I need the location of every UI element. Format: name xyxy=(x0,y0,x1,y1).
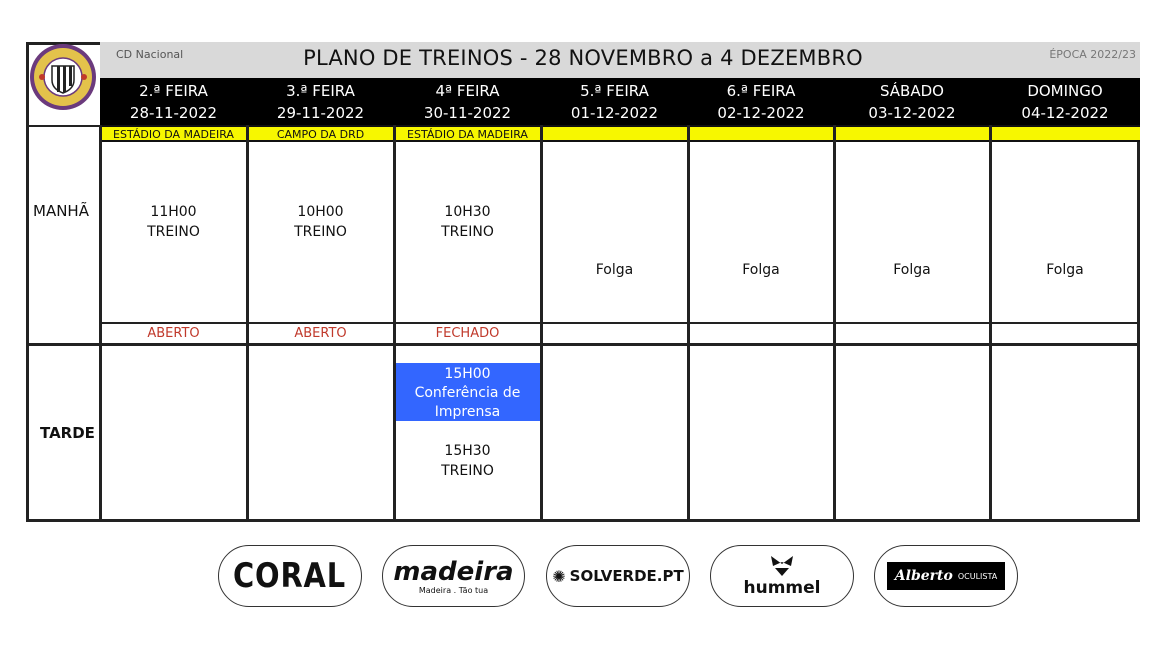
day-date: 03-12-2022 xyxy=(868,104,956,122)
column-divider xyxy=(99,125,102,522)
rest-day-5: Folga xyxy=(893,262,931,278)
venue-1: CAMPO DA DRD xyxy=(247,125,394,142)
press-label: Conferência de Imprensa xyxy=(414,385,521,420)
sponsor-solverde-logo xyxy=(546,545,690,607)
day-date: 30-11-2022 xyxy=(423,104,512,122)
sponsor-madeira-logo xyxy=(382,545,525,607)
day-header-0 xyxy=(100,78,247,125)
afternoon-training-label: TREINO xyxy=(441,463,494,479)
sponsor-coral-logo xyxy=(218,545,362,607)
day-name: 2.ª FEIRA xyxy=(139,82,208,100)
session-activity: TREINO xyxy=(294,224,347,240)
day-name: 5.ª FEIRA xyxy=(580,82,649,100)
hummel-wordmark: hummel xyxy=(743,578,821,598)
afternoon-training-wed xyxy=(395,441,540,481)
session-activity: TREINO xyxy=(441,224,494,240)
day-header-1 xyxy=(247,78,394,125)
column-divider xyxy=(833,125,836,522)
alberto-wordmark: Alberto xyxy=(894,568,953,584)
day-name: 6.ª FEIRA xyxy=(726,82,796,100)
day-date: 04-12-2022 xyxy=(1021,104,1109,122)
madeira-wordmark: madeira xyxy=(393,556,514,587)
session-time: 11H00 xyxy=(150,204,197,220)
separator-afternoon xyxy=(26,343,1140,346)
day-name: SÁBADO xyxy=(880,82,944,100)
column-divider xyxy=(687,125,690,522)
venue-6 xyxy=(990,125,1140,142)
venue-3 xyxy=(541,125,688,142)
press-conference-block xyxy=(395,363,540,421)
column-divider xyxy=(989,125,992,522)
day-name: 4ª FEIRA xyxy=(435,82,500,100)
day-name: 3.ª FEIRA xyxy=(286,82,355,100)
alberto-badge xyxy=(887,562,1005,590)
rest-day-3: Folga xyxy=(595,262,634,278)
solverde-wordmark: SOLVERDE.PT xyxy=(569,567,684,585)
column-divider xyxy=(540,125,543,522)
coral-wordmark: CORAL xyxy=(233,556,347,596)
session-time: 10H00 xyxy=(297,204,344,220)
separator-status-top xyxy=(100,322,1140,324)
row-label-afternoon: TARDE xyxy=(40,424,95,442)
day-header-3 xyxy=(541,78,688,125)
sponsor-hummel-logo xyxy=(710,545,854,607)
venue-4 xyxy=(688,125,834,142)
club-crest-logo xyxy=(28,42,98,112)
day-date: 29-11-2022 xyxy=(276,104,365,122)
venue-0: ESTÁDIO DA MADEIRA xyxy=(100,125,247,142)
morning-session-2 xyxy=(394,202,541,242)
rest-day-6: Folga xyxy=(1046,262,1084,278)
session-status-2: FECHADO xyxy=(435,326,500,341)
session-time: 10H30 xyxy=(444,204,491,220)
session-activity: TREINO xyxy=(147,224,200,240)
day-date: 01-12-2022 xyxy=(570,104,659,122)
hummel-bee-icon xyxy=(767,554,797,578)
press-time: 15H00 xyxy=(444,366,491,382)
morning-session-1 xyxy=(247,202,394,242)
session-status-0: ABERTO xyxy=(147,326,200,341)
day-header-5 xyxy=(834,78,990,125)
session-status-1: ABERTO xyxy=(294,326,347,341)
morning-session-0 xyxy=(100,202,247,242)
venue-5 xyxy=(834,125,990,142)
madeira-tagline: Madeira . Tão tua xyxy=(418,585,489,595)
rest-day-4: Folga xyxy=(742,262,780,278)
day-date: 28-11-2022 xyxy=(129,104,218,122)
page-title: PLANO DE TREINOS - 28 NOVEMBRO a 4 DEZEMBRO xyxy=(303,46,863,70)
solverde-icon: ✺ xyxy=(552,566,566,586)
day-header-2 xyxy=(394,78,541,125)
column-divider xyxy=(246,125,249,522)
afternoon-training-time: 15H30 xyxy=(444,443,491,459)
day-header-4 xyxy=(688,78,834,125)
row-label-morning: MANHÃ xyxy=(33,202,89,220)
day-name: DOMINGO xyxy=(1027,82,1103,100)
day-header-6 xyxy=(990,78,1140,125)
season-label: ÉPOCA 2022/23 xyxy=(1049,48,1136,61)
training-plan xyxy=(26,42,1140,522)
day-date: 02-12-2022 xyxy=(717,104,805,122)
sponsor-alberto-logo xyxy=(874,545,1018,607)
club-name: CD Nacional xyxy=(116,48,184,61)
venue-2: ESTÁDIO DA MADEIRA xyxy=(394,125,541,142)
alberto-sub: OCULISTA xyxy=(957,571,998,581)
column-divider xyxy=(393,125,396,522)
